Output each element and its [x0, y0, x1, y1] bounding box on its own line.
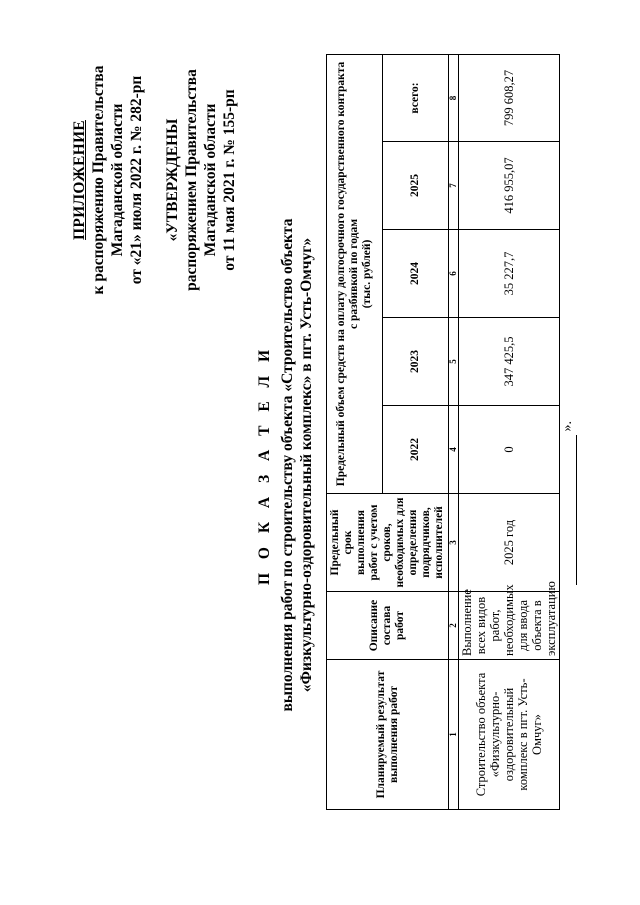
indicators-table — [326, 55, 558, 810]
header-funding — [327, 54, 383, 493]
appendix-line: от «21» июля 2022 г. № 282-рп — [128, 75, 145, 285]
column-number: 1 — [449, 660, 459, 810]
appendix-line: Магаданской области — [109, 103, 126, 257]
approved-heading: «УТВЕРЖДЕНЫ — [164, 118, 181, 242]
approved-line: Магаданской области — [202, 103, 219, 257]
cell-value-2025: 416 955,07 — [459, 142, 560, 230]
cell-result: Строительство объекта «Физкультурно-оздоровительный комплекс в пгт. Усть-Омчуг» — [459, 660, 560, 810]
cell-value-2023: 347 425,5 — [459, 318, 560, 406]
header-funding-unit: (тыс. рублей) — [361, 239, 373, 309]
title-line: «Физкультурно-оздоровительный комплекс» в пгт. Усть-Омчуг» — [298, 237, 315, 693]
approved-line: от 11 мая 2021 г. № 155-рп — [221, 89, 238, 271]
appendix-heading: ПРИЛОЖЕНИЕ — [71, 120, 88, 240]
cell-value-2024: 35 227,7 — [459, 230, 560, 318]
column-number: 6 — [449, 230, 459, 318]
cell-value-2022: 0 — [459, 406, 560, 494]
column-number: 8 — [449, 54, 459, 141]
header-description: Описание состава работ — [327, 592, 449, 660]
title-line: выполнения работ по строительству объекта «Строительство объекта — [279, 218, 296, 712]
closing-line — [560, 421, 577, 585]
cell-description: Выполнение всех видов работ, необходимых для ввода объекта в эксплуатацию — [459, 592, 560, 660]
column-number: 4 — [449, 406, 459, 494]
header-year: 2022 — [383, 406, 449, 494]
title-spaced: П О К А З А Т Е Л И — [256, 344, 273, 586]
header-year: 2023 — [383, 318, 449, 406]
header-funding-text: Предельный объем средств на оплату долгосрочного государственного контракта с разбивкой по годам — [335, 61, 360, 487]
appendix-header — [70, 40, 239, 320]
column-number: 5 — [449, 318, 459, 406]
header-result: Планируемый результат выполнения работ — [327, 660, 449, 810]
appendix-line: к распоряжению Правительства — [90, 65, 107, 295]
column-number: 7 — [449, 142, 459, 230]
header-total: всего: — [383, 54, 449, 141]
approved-line: распоряжением Правительства — [183, 69, 200, 291]
closing-quote: ». — [560, 421, 575, 432]
document-title — [255, 105, 316, 825]
header-deadline: Предельный срок выполнения работ с учетом сроков, необходимых для определения подрядчиков, исполнителей — [327, 494, 449, 592]
header-year: 2025 — [383, 142, 449, 230]
cell-value-total: 799 608,27 — [459, 54, 560, 141]
column-number: 2 — [449, 592, 459, 660]
cell-deadline: 2025 год — [459, 494, 560, 592]
column-number: 3 — [449, 494, 459, 592]
header-year: 2024 — [383, 230, 449, 318]
